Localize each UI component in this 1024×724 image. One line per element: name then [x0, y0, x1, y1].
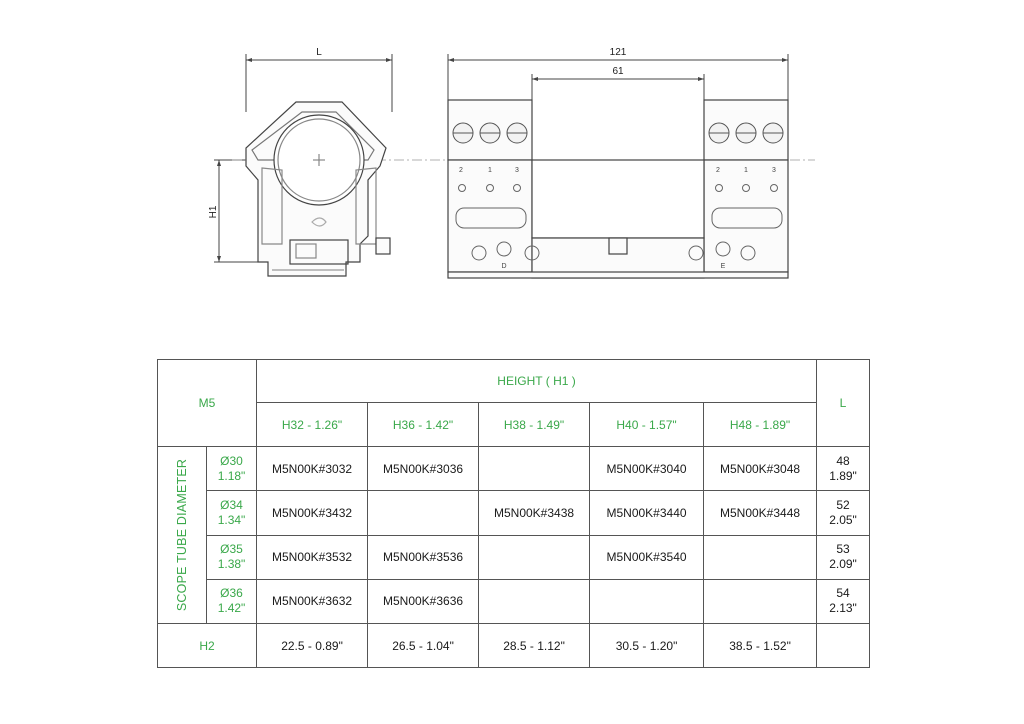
hole-label-left-1: 2 — [459, 167, 463, 174]
height-header: HEIGHT ( H1 ) — [257, 360, 817, 403]
l-in: 2.09" — [829, 557, 857, 572]
part-number: M5N00K#3540 — [590, 535, 704, 579]
column-header: H38 - 1.49" — [479, 403, 590, 447]
l-cell — [817, 535, 870, 579]
part-number — [479, 579, 590, 623]
l-cell — [817, 579, 870, 623]
part-number: M5N00K#3438 — [479, 491, 590, 535]
l-mm: 54 — [836, 586, 850, 601]
part-number: M5N00K#3036 — [368, 447, 479, 491]
l-cell — [817, 447, 870, 491]
diameter-cell — [207, 491, 257, 535]
spec-table — [157, 359, 870, 668]
part-number — [704, 579, 817, 623]
part-number: M5N00K#3440 — [590, 491, 704, 535]
hole-label-right-3: 3 — [772, 167, 776, 174]
ring-side-view — [246, 102, 390, 276]
part-number: M5N00K#3040 — [590, 447, 704, 491]
part-number: M5N00K#3632 — [257, 579, 368, 623]
diameter-mm: Ø30 — [220, 453, 243, 468]
part-number — [704, 535, 817, 579]
diameter-cell — [207, 447, 257, 491]
diameter-in: 1.38" — [217, 557, 246, 572]
h2-empty-cell — [817, 624, 870, 668]
side-label: SCOPE TUBE DIAMETER — [175, 458, 189, 612]
h2-value: 28.5 - 1.12" — [479, 624, 590, 668]
mark-e: E — [720, 263, 726, 270]
hole-label-left-3: 3 — [515, 167, 519, 174]
diameter-mm: Ø36 — [220, 586, 243, 601]
l-mm: 52 — [836, 497, 850, 512]
column-header: H36 - 1.42" — [368, 403, 479, 447]
l-mm: 48 — [836, 453, 850, 468]
table-row — [158, 535, 870, 579]
part-number: M5N00K#3048 — [704, 447, 817, 491]
table-row — [158, 579, 870, 623]
mount-front-view — [448, 100, 788, 278]
column-header: H32 - 1.26" — [257, 403, 368, 447]
l-cell — [817, 491, 870, 535]
part-number: M5N00K#3532 — [257, 535, 368, 579]
h2-value: 30.5 - 1.20" — [590, 624, 704, 668]
part-number: M5N00K#3032 — [257, 447, 368, 491]
hole-label-left-2: 1 — [488, 167, 492, 174]
table-row — [158, 447, 870, 491]
part-number — [479, 535, 590, 579]
diameter-in: 1.34" — [217, 512, 246, 527]
table-row — [158, 491, 870, 535]
h2-value: 22.5 - 0.89" — [257, 624, 368, 668]
l-in: 2.13" — [829, 601, 857, 616]
part-number: M5N00K#3448 — [704, 491, 817, 535]
h2-value: 38.5 - 1.52" — [704, 624, 817, 668]
l-in: 1.89" — [829, 468, 857, 483]
column-header: H48 - 1.89" — [704, 403, 817, 447]
h2-row — [158, 624, 870, 668]
table-title: M5 — [158, 360, 257, 447]
part-number: M5N00K#3536 — [368, 535, 479, 579]
h2-value: 26.5 - 1.04" — [368, 624, 479, 668]
diameter-cell — [207, 535, 257, 579]
side-label-cell — [158, 447, 207, 624]
dim-label-h1: H1 — [208, 205, 219, 219]
h2-label: H2 — [158, 624, 257, 668]
l-mm: 53 — [836, 542, 850, 557]
hole-label-right-2: 1 — [744, 167, 748, 174]
part-number — [479, 447, 590, 491]
part-number — [368, 491, 479, 535]
diameter-mm: Ø34 — [220, 497, 243, 512]
diameter-in: 1.42" — [217, 601, 246, 616]
mark-d: D — [501, 263, 507, 270]
column-header: H40 - 1.57" — [590, 403, 704, 447]
technical-drawing — [0, 0, 1024, 330]
l-in: 2.05" — [829, 512, 857, 527]
part-number — [590, 579, 704, 623]
dim-label-121: 121 — [609, 47, 627, 58]
hole-label-right-1: 2 — [716, 167, 720, 174]
dim-label-l: L — [316, 47, 322, 58]
diameter-mm: Ø35 — [220, 542, 243, 557]
part-number: M5N00K#3432 — [257, 491, 368, 535]
part-number: M5N00K#3636 — [368, 579, 479, 623]
diameter-cell — [207, 579, 257, 623]
diameter-in: 1.18" — [217, 468, 246, 483]
dim-label-61: 61 — [612, 66, 624, 77]
l-header: L — [817, 360, 870, 447]
